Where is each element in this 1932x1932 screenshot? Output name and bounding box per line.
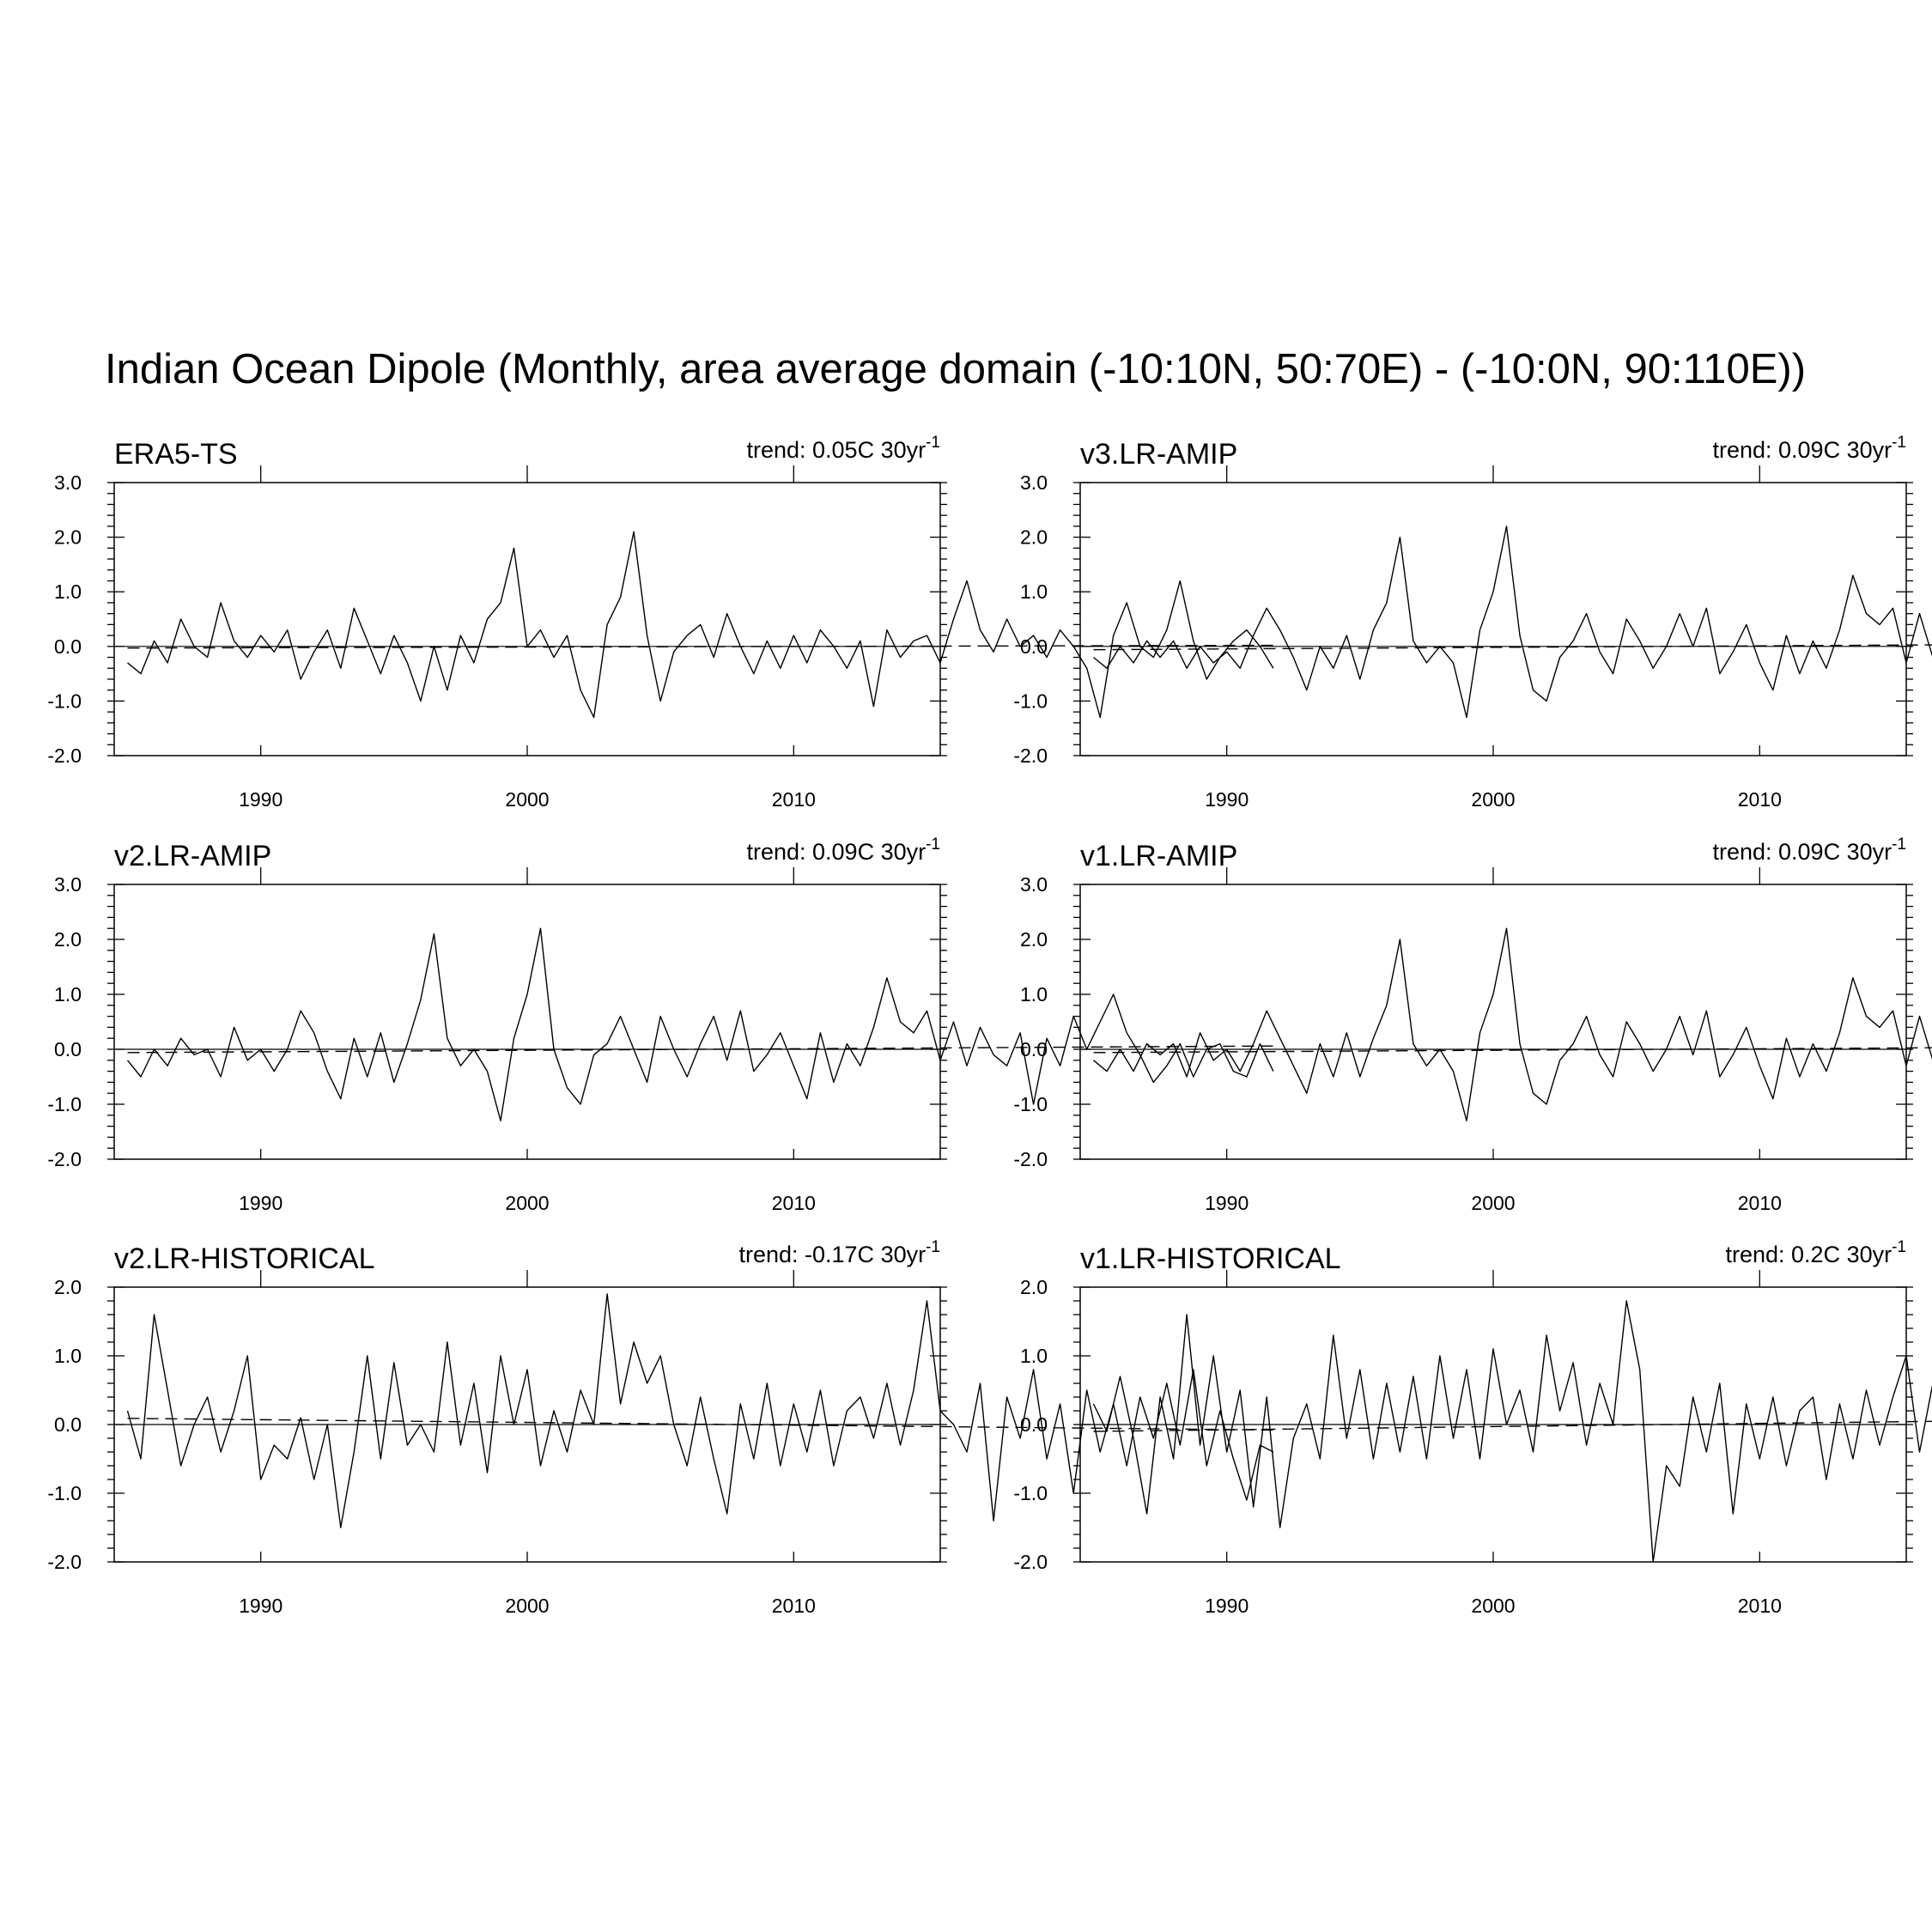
panel-5	[47, 1238, 1273, 1617]
x-tick-label: 2000	[1471, 788, 1516, 811]
x-tick-label: 2000	[505, 1595, 550, 1617]
x-tick-label: 2000	[505, 1192, 550, 1214]
figure-title: Indian Ocean Dipole (Monthly, area average domain (-10:10N, 50:70E) - (-10:0N, 90:110E))	[105, 346, 1807, 392]
trend-unit: 30yr	[880, 839, 927, 865]
trend-label	[746, 434, 940, 463]
x-tick-label: 1990	[239, 788, 283, 811]
panel-title: v1.LR-AMIP	[1080, 840, 1238, 872]
x-tick-label: 2010	[1737, 1595, 1782, 1617]
plot-frame	[114, 483, 940, 756]
y-tick-label: 2.0	[1020, 928, 1048, 951]
y-tick-label: -2.0	[47, 1148, 82, 1170]
y-tick-label: -1.0	[47, 1482, 82, 1504]
series-line	[1094, 526, 1932, 718]
x-tick-label: 2000	[1471, 1595, 1516, 1617]
trend-unit: 30yr	[880, 437, 927, 463]
x-tick-label: 2000	[505, 788, 550, 811]
x-tick-label: 1990	[239, 1595, 283, 1617]
x-tick-label: 1990	[239, 1192, 283, 1214]
trend-exponent: -1	[926, 434, 940, 452]
y-tick-label: 0.0	[1020, 635, 1048, 658]
plot-frame	[114, 884, 940, 1159]
y-tick-label: -1.0	[1013, 1093, 1048, 1115]
y-tick-label: 1.0	[1020, 983, 1048, 1005]
x-tick-label: 2010	[771, 1192, 816, 1214]
series-line	[1094, 928, 1932, 1121]
panel-title: v3.LR-AMIP	[1080, 438, 1238, 471]
panel-6	[1013, 1238, 1932, 1617]
series-line	[128, 532, 1273, 717]
trend-unit: 30yr	[1846, 839, 1893, 865]
x-tick-label: 1990	[1205, 1192, 1249, 1214]
y-tick-label: 0.0	[54, 1413, 82, 1436]
x-tick-label: 2010	[771, 1595, 816, 1617]
trend-exponent: -1	[1892, 835, 1906, 854]
panel-title: ERA5-TS	[114, 438, 238, 471]
y-tick-label: 1.0	[54, 1345, 82, 1367]
y-tick-label: 2.0	[54, 928, 82, 951]
trend-exponent: -1	[1892, 434, 1906, 452]
trend-exponent: -1	[1892, 1238, 1906, 1256]
series-line	[128, 1294, 1273, 1528]
x-tick-label: 2010	[1737, 1192, 1782, 1214]
trend-label	[1725, 1238, 1906, 1267]
panel-title: v1.LR-HISTORICAL	[1080, 1242, 1341, 1275]
panel-4	[1013, 835, 1932, 1214]
x-tick-label: 2010	[771, 788, 816, 811]
y-tick-label: -1.0	[47, 690, 82, 713]
y-tick-label: 3.0	[1020, 471, 1048, 494]
trend-exponent: -1	[926, 835, 940, 854]
y-tick-label: 1.0	[54, 580, 82, 604]
y-tick-label: 1.0	[1020, 1345, 1048, 1367]
trend-label	[738, 1238, 940, 1267]
y-tick-label: 1.0	[1020, 580, 1048, 604]
series-line	[128, 928, 1273, 1121]
trend-value: trend: 0.09C	[1712, 437, 1847, 463]
y-tick-label: 2.0	[1020, 1276, 1048, 1298]
y-tick-label: -1.0	[1013, 690, 1048, 713]
trend-value: trend: -0.17C	[738, 1242, 881, 1267]
y-tick-label: -2.0	[1013, 1148, 1048, 1170]
y-tick-label: -1.0	[47, 1093, 82, 1115]
trend-unit: 30yr	[1846, 437, 1893, 463]
y-tick-label: 2.0	[54, 1276, 82, 1298]
y-tick-label: -1.0	[1013, 1482, 1048, 1504]
trend-unit: 30yr	[1846, 1242, 1893, 1267]
trend-value: trend: 0.2C	[1725, 1242, 1847, 1267]
trend-value: trend: 0.05C	[746, 437, 881, 463]
y-tick-label: 0.0	[1020, 1413, 1048, 1436]
x-tick-label: 2010	[1737, 788, 1782, 811]
trend-value: trend: 0.09C	[746, 839, 881, 865]
trend-label	[1712, 835, 1906, 865]
y-tick-label: 2.0	[1020, 526, 1048, 549]
panel-2	[1013, 434, 1932, 811]
x-tick-label: 2000	[1471, 1192, 1516, 1214]
y-tick-label: -2.0	[47, 1551, 82, 1573]
panel-1	[47, 434, 1273, 811]
y-tick-label: -2.0	[1013, 1551, 1048, 1573]
series-line	[1094, 1301, 1932, 1562]
y-tick-label: 3.0	[54, 471, 82, 494]
trend-unit: 30yr	[880, 1242, 927, 1267]
panels-container	[47, 434, 1932, 1617]
panel-3	[47, 835, 1273, 1214]
plot-frame	[1080, 884, 1906, 1159]
y-tick-label: 0.0	[54, 1038, 82, 1060]
y-tick-label: 3.0	[1020, 873, 1048, 896]
y-tick-label: 0.0	[54, 635, 82, 658]
plot-frame	[1080, 483, 1906, 756]
y-tick-label: 0.0	[1020, 1038, 1048, 1060]
y-tick-label: 1.0	[54, 983, 82, 1005]
y-tick-label: 2.0	[54, 526, 82, 549]
trend-value: trend: 0.09C	[1712, 839, 1847, 865]
y-tick-label: 3.0	[54, 873, 82, 896]
trend-exponent: -1	[926, 1238, 940, 1256]
x-tick-label: 1990	[1205, 788, 1249, 811]
y-tick-label: -2.0	[47, 744, 82, 767]
y-tick-label: -2.0	[1013, 744, 1048, 767]
trend-label	[746, 835, 940, 865]
trend-label	[1712, 434, 1906, 463]
panel-title: v2.LR-AMIP	[114, 840, 272, 872]
panel-title: v2.LR-HISTORICAL	[114, 1242, 375, 1275]
x-tick-label: 1990	[1205, 1595, 1249, 1617]
